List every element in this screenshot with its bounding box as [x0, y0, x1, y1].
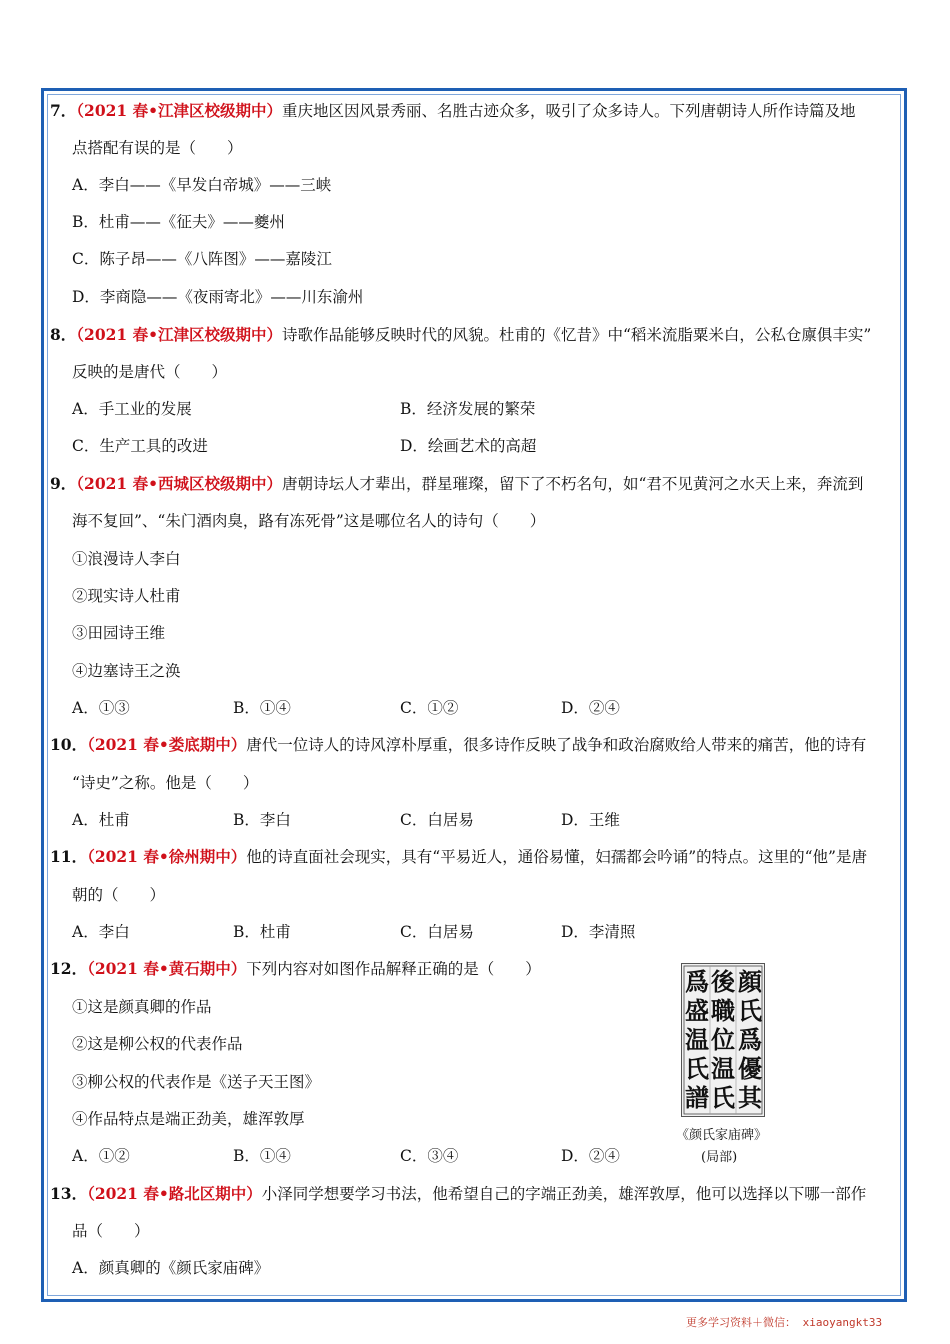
q9-stem-line1: 9．（2021 春•西城区校级期中）唐朝诗坛人才辈出，群星璀璨，留下了不朽名句，如“君不见黄河之水天上来，奔流到	[50, 474, 864, 493]
q10-option-d: D．王维	[561, 811, 620, 829]
calligraphy-glyph: 優	[738, 1054, 762, 1083]
q12-option-b: B．①④	[233, 1147, 291, 1165]
q7-option-d: D．李商隐——《夜雨寄北》——川东渝州	[72, 288, 364, 306]
q12-item: ④作品特点是端正劲美，雄浑敦厚	[72, 1110, 305, 1128]
calligraphy-rubbing-image	[681, 963, 765, 1117]
q8-stem-line1: 8．（2021 春•江津区校级期中）诗歌作品能够反映时代的风貌。杜甫的《忆昔》中“稻米流脂粟米白，公私仓廪俱丰实”	[50, 325, 872, 344]
calligraphy-glyph: 盛	[685, 996, 709, 1025]
q11-option-a: A．李白	[72, 923, 130, 941]
q12-item: ③柳公权的代表作是《送子天王图》	[72, 1073, 321, 1091]
q7-source: （2021 春•江津区校级期中）	[76, 101, 282, 120]
calligraphy-glyph: 其	[738, 1083, 762, 1112]
calligraphy-glyph: 譜	[685, 1083, 709, 1112]
q11-option-b: B．杜甫	[233, 923, 291, 941]
calligraphy-glyph: 温	[711, 1054, 735, 1083]
q12-option-c: C．③④	[400, 1147, 459, 1165]
calligraphy-glyph: 爲	[738, 1025, 762, 1054]
q9-option-d: D．②④	[561, 699, 620, 717]
q10-source: （2021 春•娄底期中）	[87, 735, 247, 754]
q11-stem-line2: 朝的（ ）	[72, 886, 166, 904]
q9-source: （2021 春•西城区校级期中）	[76, 474, 282, 493]
q9-item: ④边塞诗王之涣	[72, 662, 181, 680]
calligraphy-glyph: 温	[685, 1025, 709, 1054]
q8-stem-line2: 反映的是唐代（ ）	[72, 363, 228, 381]
q12-option-d: D．②④	[561, 1147, 620, 1165]
q12-option-a: A．①②	[72, 1147, 130, 1165]
q7-stem-line2: 点搭配有误的是（ ）	[72, 139, 243, 157]
q12-source: （2021 春•黄石期中）	[87, 959, 247, 978]
q9-item: ③田园诗王维	[72, 624, 166, 642]
q12-item: ①这是颜真卿的作品	[72, 998, 212, 1016]
q9-option-c: C．①②	[400, 699, 459, 717]
calligraphy-glyph: 氏	[738, 996, 762, 1025]
q13-option-a: A．颜真卿的《颜氏家庙碑》	[72, 1259, 270, 1277]
q10-stem-line1: 10．（2021 春•娄底期中）唐代一位诗人的诗风淳朴厚重，很多诗作反映了战争和政治腐败给人带来的痛苦，他的诗有	[50, 735, 867, 754]
q11-source: （2021 春•徐州期中）	[87, 847, 247, 866]
q11-option-c: C．白居易	[400, 923, 474, 941]
q8-option-c: C．生产工具的改进	[72, 437, 208, 455]
figure-caption-title: 《颜氏家庙碑》	[676, 1128, 768, 1143]
q10-option-b: B．李白	[233, 811, 291, 829]
calligraphy-glyph: 氏	[711, 1083, 735, 1112]
q8-source: （2021 春•江津区校级期中）	[76, 325, 282, 344]
q9-item: ①浪漫诗人李白	[72, 550, 181, 568]
calligraphy-glyph: 氏	[685, 1054, 709, 1083]
q7-option-b: B．杜甫——《征夫》——夔州	[72, 213, 285, 231]
calligraphy-glyph: 爲	[685, 967, 709, 996]
q9-option-a: A．①③	[72, 699, 130, 717]
q10-stem-line2: “诗史”之称。他是（ ）	[72, 774, 259, 792]
q12-stem-line1: 12．（2021 春•黄石期中）下列内容对如图作品解释正确的是（ ）	[50, 959, 541, 978]
calligraphy-glyph: 職	[711, 996, 735, 1025]
q13-stem-line1: 13．（2021 春•路北区期中）小泽同学想要学习书法，他希望自己的字端正劲美，雄浑敦厚，他可以选择以下哪一部作	[50, 1184, 867, 1203]
footer-promo-text: 更多学习资料＋微信： xiaoyangkt33	[686, 1316, 883, 1329]
q12-item: ②这是柳公权的代表作品	[72, 1035, 243, 1053]
calligraphy-glyph: 位	[711, 1025, 735, 1054]
calligraphy-glyph: 顔	[738, 967, 762, 996]
q8-option-d: D．绘画艺术的高超	[400, 437, 537, 455]
q11-stem-line1: 11．（2021 春•徐州期中）他的诗直面社会现实，具有“平易近人，通俗易懂，妇孺都会吟诵”的特点。这里的“他”是唐	[50, 847, 867, 866]
q7-stem-line1: 7．（2021 春•江津区校级期中）重庆地区因风景秀丽、名胜古迹众多，吸引了众多诗人。下列唐朝诗人所作诗篇及地	[50, 101, 856, 120]
q8-option-b: B．经济发展的繁荣	[400, 400, 536, 418]
q7-option-a: A．李白——《早发白帝城》——三峡	[72, 176, 332, 194]
q8-option-a: A．手工业的发展	[72, 400, 192, 418]
q9-item: ②现实诗人杜甫	[72, 587, 181, 605]
figure-caption-note: (局部)	[701, 1150, 738, 1165]
q11-option-d: D．李清照	[561, 923, 636, 941]
q7-option-c: C．陈子昂——《八阵图》——嘉陵江	[72, 250, 332, 268]
calligraphy-glyph: 後	[711, 967, 735, 996]
q13-source: （2021 春•路北区期中）	[87, 1184, 262, 1203]
q13-stem-line2: 品（ ）	[72, 1222, 150, 1240]
q10-option-a: A．杜甫	[72, 811, 130, 829]
q9-stem-line2: 海不复回”、“朱门酒肉臭，路有冻死骨”这是哪位名人的诗句（ ）	[72, 512, 546, 530]
q9-option-b: B．①④	[233, 699, 291, 717]
q10-option-c: C．白居易	[400, 811, 474, 829]
